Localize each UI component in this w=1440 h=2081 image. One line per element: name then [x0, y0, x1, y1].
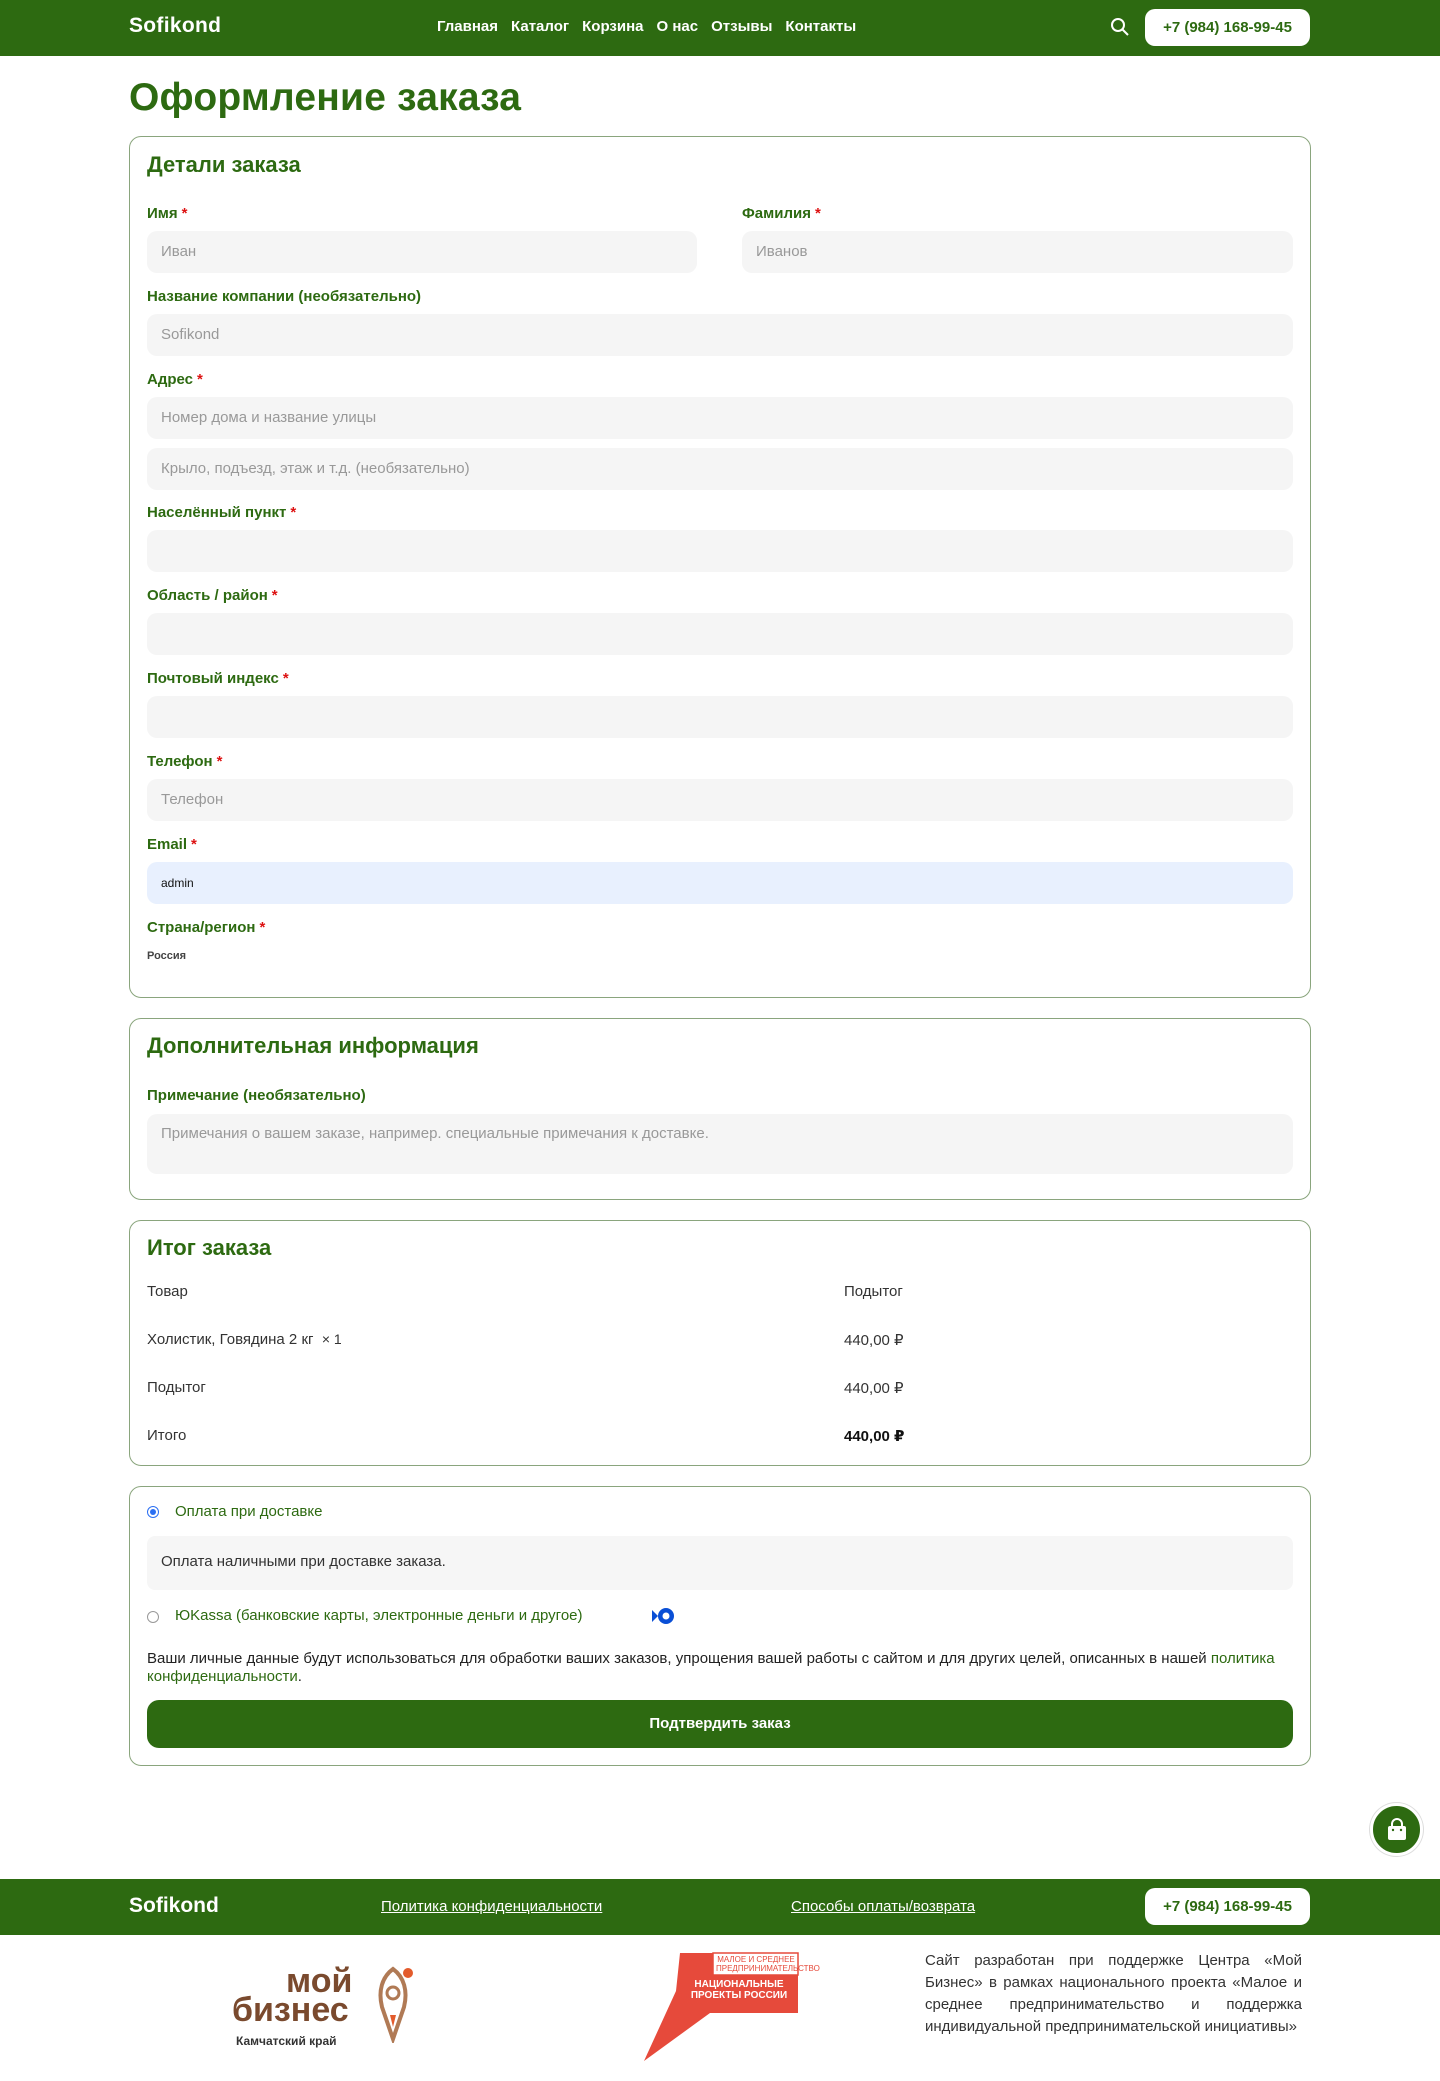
city-label: Населённый пункт * — [147, 504, 297, 521]
site-footer — [0, 1879, 1440, 1935]
summary-total-value: 440,00 ₽ — [844, 1428, 905, 1445]
privacy-policy-link[interactable]: политика конфиденциальности — [147, 1650, 1275, 1685]
footer-phone-button[interactable]: +7 (984) 168-99-45 — [1145, 1888, 1310, 1925]
postcode-label: Почтовый индекс * — [147, 670, 289, 687]
last-name-input[interactable]: Иванов — [742, 231, 1293, 273]
address-line1-input[interactable]: Номер дома и название улицы — [147, 397, 1293, 439]
search-icon[interactable] — [1110, 17, 1130, 37]
order-details-title: Детали заказа — [147, 152, 301, 177]
footer-payment-methods-link[interactable]: Способы оплаты/возврата — [791, 1898, 976, 1915]
site-logo[interactable]: Sofikond — [129, 14, 222, 37]
summary-col-subtotal: Подытог — [844, 1283, 903, 1300]
nav-contacts[interactable]: Контакты — [785, 18, 857, 35]
summary-item-price: 440,00 ₽ — [844, 1332, 904, 1349]
header-phone-button[interactable]: +7 (984) 168-99-45 — [1145, 9, 1310, 46]
summary-item-qty: × 1 — [321, 1331, 342, 1347]
nav-cart[interactable]: Корзина — [582, 18, 644, 35]
address-label: Адрес * — [147, 371, 203, 388]
summary-subtotal-value: 440,00 ₽ — [844, 1380, 904, 1397]
postcode-input[interactable] — [147, 696, 1293, 738]
moy-biznes-logo: мой бизнес Камчатский край — [230, 1965, 430, 2055]
last-name-label: Фамилия * — [742, 205, 821, 222]
nav-about[interactable]: О нас — [656, 18, 699, 35]
cod-description: Оплата наличными при доставке заказа. — [161, 1553, 446, 1570]
nav-home[interactable]: Главная — [437, 18, 499, 35]
company-input[interactable]: Sofikond — [147, 314, 1293, 356]
address-line2-input[interactable]: Крыло, подъезд, этаж и т.д. (необязательно) — [147, 448, 1293, 490]
national-projects-logo: МАЛОЕ И СРЕДНЕЕ ПРЕДПРИНИМАТЕЛЬСТВО НАЦИОНАЛЬНЫЕ ПРОЕКТЫ РОССИИ — [640, 1951, 800, 2063]
confirm-order-button[interactable]: Подтвердить заказ — [147, 1700, 1293, 1748]
nav-catalog[interactable]: Каталог — [511, 18, 570, 35]
page-title: Оформление заказа — [129, 76, 522, 119]
first-name-label: Имя * — [147, 205, 188, 222]
additional-info-title: Дополнительная информация — [147, 1033, 479, 1058]
site-header — [0, 0, 1440, 56]
yookassa-radio[interactable] — [147, 1611, 159, 1623]
country-label: Страна/регион * — [147, 919, 266, 936]
summary-subtotal-label: Подытог — [147, 1379, 206, 1396]
shopping-bag-icon — [1386, 1818, 1408, 1842]
region-input[interactable] — [147, 613, 1293, 655]
footer-logo[interactable]: Sofikond — [129, 1894, 219, 1917]
yookassa-logo-icon — [650, 1606, 676, 1626]
first-name-input[interactable]: Иван — [147, 231, 697, 273]
yookassa-label[interactable]: ЮKassa (банковские карты, электронные деньги и другое) — [175, 1607, 583, 1624]
rocket-pin-icon — [370, 1965, 416, 2043]
country-value[interactable]: Россия — [147, 950, 187, 962]
region-label: Область / район * — [147, 587, 278, 604]
privacy-notice: Ваши личные данные будут использоваться для обработки ваших заказов, упрощения вашей работы с сайтом и для других целей, описанных в нашей политика конфиденциальности. — [147, 1650, 1275, 1685]
email-input[interactable]: admin — [147, 862, 1293, 904]
cod-label[interactable]: Оплата при доставке — [175, 1503, 323, 1520]
phone-input[interactable]: Телефон — [147, 779, 1293, 821]
summary-item-name: Холистик, Говядина 2 кг × 1 — [147, 1331, 342, 1348]
phone-label: Телефон * — [147, 753, 223, 770]
city-input[interactable] — [147, 530, 1293, 572]
floating-cart-button[interactable] — [1370, 1803, 1423, 1856]
nav-reviews[interactable]: Отзывы — [711, 18, 773, 35]
additional-info-card — [129, 1018, 1311, 1200]
support-text: Сайт разработан при поддержке Центра «Мой Бизнес» в рамках национального проекта «Малое и среднее предпринимательство и поддержка индивидуальной предпринимательской инициативы» — [925, 1952, 1302, 2035]
company-label: Название компании (необязательно) — [147, 288, 422, 305]
cod-radio[interactable] — [147, 1506, 159, 1518]
email-label: Email * — [147, 836, 197, 853]
main-nav — [437, 18, 856, 35]
order-summary-card — [129, 1220, 1311, 1466]
cod-description-box — [147, 1536, 1293, 1590]
order-summary-title: Итог заказа — [147, 1235, 272, 1260]
order-note-textarea[interactable]: Примечания о вашем заказе, например. специальные примечания к доставке. — [147, 1114, 1293, 1174]
order-note-label: Примечание (необязательно) — [147, 1087, 366, 1104]
summary-col-product: Товар — [147, 1283, 188, 1300]
summary-total-label: Итого — [147, 1427, 187, 1444]
footer-privacy-link[interactable]: Политика конфиденциальности — [381, 1898, 603, 1915]
order-details-card — [129, 136, 1311, 998]
